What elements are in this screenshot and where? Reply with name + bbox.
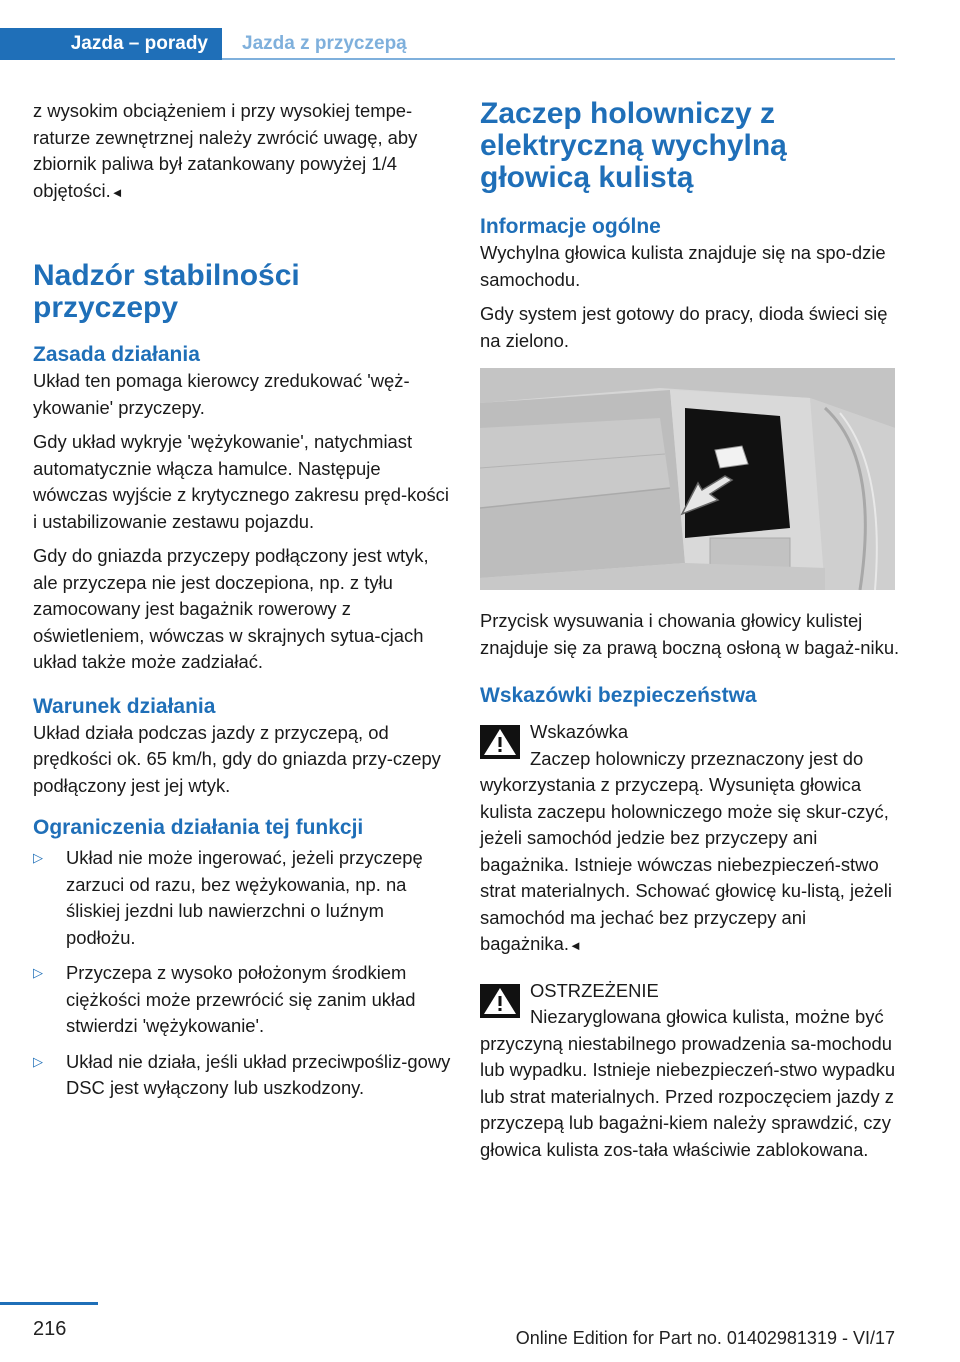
- left-column: [33, 98, 453, 1111]
- list-item: [33, 1049, 453, 1102]
- warning-triangle-icon: [480, 984, 520, 1018]
- triangle-bullet-icon: ▷: [33, 850, 43, 865]
- list-item-text: Przyczepa z wysoko położonym środkiem ciężkości może przewrócić się zanim układ stwierdzi 'wężykowanie'.: [66, 962, 416, 1036]
- photo-caption: Przycisk wysuwania i chowania głowicy kulistej znajduje się za prawą boczną osłoną w bagaż-niku.: [480, 610, 900, 658]
- principle-heading: Zasada działania: [33, 343, 200, 366]
- safety-heading: Wskazówki bezpieczeństwa: [480, 684, 757, 707]
- trunk-photo: [480, 368, 895, 590]
- triangle-bullet-icon: ▷: [33, 1053, 43, 1069]
- limits-list: [33, 845, 453, 1102]
- triangle-bullet-icon: ▷: [33, 965, 43, 980]
- note-label: Wskazówka: [530, 721, 629, 742]
- footer-divider: [0, 1302, 98, 1305]
- list-item-text: Układ nie może ingerować, jeżeli przyczepę zarzuci od razu, bez wężykowania, np. na śliskiej jezdni lub nawierzchni o luźnym podłożu.: [66, 847, 423, 948]
- condition-heading: Warunek działania: [33, 694, 216, 718]
- intro-paragraph: [33, 98, 453, 206]
- list-item: [33, 960, 453, 1040]
- principle-p2: Gdy układ wykryje 'wężykowanie', natychmiast automatycznie włącza hamulce. Następuje wówczas wyjście z krytycznego zakresu pręd-kości i ustabilizowanie zestawu pojazdu.: [33, 431, 449, 532]
- limits-heading: Ograniczenia działania tej funkcji: [33, 816, 364, 839]
- warning-block: [480, 978, 900, 1164]
- tow-hitch-title: Zaczep holowniczy z elektryczną wychylną głowicą kulistą: [480, 97, 787, 194]
- header-divider: [222, 58, 895, 60]
- warning-triangle-icon: [480, 725, 520, 759]
- condition-p1: Układ działa podczas jazdy z przyczepą, od prędkości ok. 65 km/h, gdy do gniazda przy-czepy podłączony jest jej wtyk.: [33, 721, 441, 796]
- page-header: [0, 28, 895, 60]
- principle-p1: Układ ten pomaga kierowcy zredukować 'węż-ykowanie' przyczepy.: [33, 370, 410, 418]
- note-block: [480, 719, 900, 960]
- note-text: Zaczep holowniczy przeznaczony jest do wykorzystania z przyczepą. Wysunięta głowica kulista zaczepu holowniczego może się skur-czyć, jeżeli samochód jedzie bez przyczepy ani bagażnika. Istnieje wówczas niebezpieczeń-stwo strat materialnych. Schować głowicę ku-listą, jeżeli samochód ma jechać bez przyczepy ani bagażnika.: [480, 747, 892, 954]
- general-p2: Gdy system jest gotowy do pracy, dioda świeci się na zielono.: [480, 303, 888, 351]
- note-text-wrapper: [480, 746, 900, 960]
- section-tab: Jazda z przyczepą: [242, 33, 407, 54]
- principle-p3: Gdy do gniazda przyczepy podłączony jest wtyk, ale przyczepa nie jest doczepiona, np. z tyłu zamocowany jest bagażnik rowerowy z oświetleniem, wówczas w skrajnych sytua-cjach układ także może zadziałać.: [33, 545, 429, 672]
- end-mark-icon: ◄: [110, 184, 124, 200]
- warning-text: Niezaryglowana głowica kulista, możne być przyczyną niestabilnego prowadzenia sa-mochodu lub wypadku. Istnieje niebezpieczeń-stwo wypadku lub strat materialnych. Przed rozpoczęciem jazdy z przyczepą lub bagażni-kiem należy sprawdzić, czy głowica kulista zos-tała właściwie zablokowana.: [480, 1006, 896, 1160]
- right-column: [480, 98, 900, 1171]
- general-p1: Wychylna głowica kulista znajduje się na spo-dzie samochodu.: [480, 242, 886, 290]
- general-heading: Informacje ogólne: [480, 215, 661, 238]
- stability-title: Nadzór stabilności przyczepy: [33, 259, 300, 324]
- list-item: [33, 845, 453, 951]
- edition-text: Online Edition for Part no. 01402981319 - VI/17: [515, 1328, 895, 1348]
- end-mark-icon: ◄: [568, 938, 582, 953]
- chapter-tab: Jazda – porady: [0, 28, 222, 60]
- warning-text-wrapper: [480, 1004, 900, 1163]
- intro-text: z wysokim obciążeniem i przy wysokiej tempe-raturze zewnętrznej należy zwrócić uwagę, aby zbiornik paliwa był zatankowany powyżej 1/4 objętości.: [33, 100, 418, 201]
- page-number: 216: [33, 1318, 67, 1340]
- warning-label: OSTRZEŻENIE: [530, 979, 659, 1001]
- list-item-text: Układ nie działa, jeśli układ przeciwpośliz-gowy DSC jest wyłączony lub uszkodzony.: [66, 1050, 451, 1098]
